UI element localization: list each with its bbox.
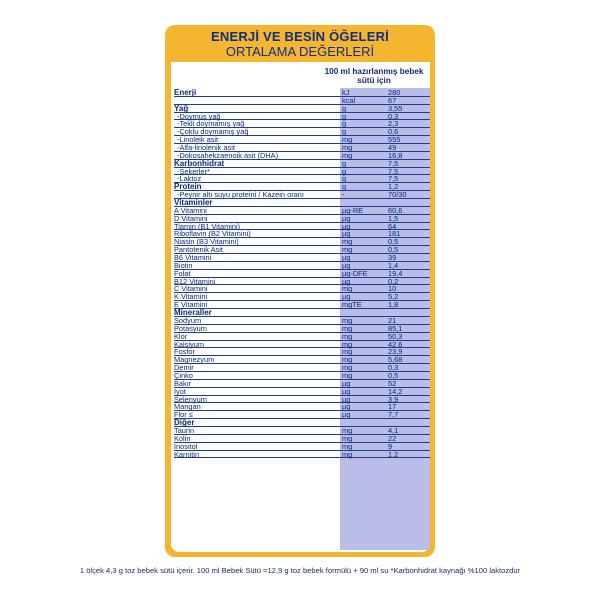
nutrient-label: -Tekli doymamış yağ bbox=[177, 119, 245, 129]
nutrient-label: Taurin bbox=[174, 425, 195, 435]
nutrition-rows bbox=[174, 89, 430, 458]
nutrient-value: 49 bbox=[388, 143, 397, 153]
nutrient-unit: µg bbox=[342, 276, 351, 286]
nutrient-value: 52 bbox=[388, 378, 397, 388]
nutrient-value: 19,4 bbox=[388, 268, 403, 278]
nutrient-label: -Alfa-linolenik asit bbox=[177, 143, 235, 153]
nutrient-label: Kalsiyum bbox=[174, 339, 204, 349]
nutrient-unit: g bbox=[342, 119, 347, 129]
nutrient-value: 85,1 bbox=[388, 323, 403, 333]
nutrient-unit: g bbox=[342, 103, 347, 113]
nutrient-value: 23,9 bbox=[388, 347, 403, 357]
nutrient-unit: µg bbox=[342, 378, 351, 388]
nutrient-label: Riboflavin (B2 Vitamini) bbox=[174, 229, 251, 239]
nutrient-label: B12 Vitamini bbox=[174, 276, 216, 286]
nutrient-unit: mg bbox=[342, 323, 353, 333]
table-subtitle: ORTALAMA DEĞERLERİ bbox=[225, 44, 375, 59]
nutrient-unit: mg bbox=[342, 449, 353, 459]
nutrient-value: 39 bbox=[388, 253, 397, 263]
nutrient-label: Karnitin bbox=[174, 449, 200, 459]
nutrient-value: 14,2 bbox=[388, 386, 403, 396]
nutrient-value: 1,5 bbox=[388, 213, 399, 223]
nutrient-label: Pantotenik Asit bbox=[174, 245, 223, 255]
nutrient-unit: g bbox=[342, 111, 347, 121]
nutrient-unit: µg bbox=[342, 386, 351, 396]
nutrient-value: 9 bbox=[388, 441, 393, 451]
nutrient-value: 555 bbox=[388, 135, 401, 145]
nutrient-label: A Vitamini bbox=[174, 205, 207, 215]
nutrient-unit: mg bbox=[342, 245, 353, 255]
nutrient-label: Diğer bbox=[174, 418, 195, 428]
nutrient-unit: mg bbox=[342, 433, 353, 443]
nutrient-unit: g bbox=[342, 166, 347, 176]
nutrient-label: B6 Vitamini bbox=[174, 253, 212, 263]
table-row bbox=[174, 411, 430, 419]
nutrient-label: D Vitamini bbox=[174, 213, 208, 223]
nutrient-unit: mg bbox=[342, 339, 353, 349]
nutrient-label: Yağ bbox=[174, 103, 189, 113]
nutrient-value: 1,2 bbox=[388, 449, 399, 459]
nutrient-label: Kolin bbox=[174, 433, 191, 443]
nutrient-label: Flor ≤ bbox=[174, 410, 193, 420]
nutrient-unit: mg bbox=[342, 347, 353, 357]
nutrient-unit: µg bbox=[342, 253, 351, 263]
nutrient-unit: mg bbox=[342, 315, 353, 325]
nutrient-value: 42,6 bbox=[388, 339, 403, 349]
nutrient-label: Biotin bbox=[174, 260, 193, 270]
nutrient-label: Mangan bbox=[174, 402, 201, 412]
nutrient-unit: mg bbox=[342, 331, 353, 341]
nutrient-value: 7,5 bbox=[388, 174, 399, 184]
nutrient-value: 2,3 bbox=[388, 119, 399, 129]
nutrient-label: Protein bbox=[174, 182, 202, 192]
nutrient-label: Selenyum bbox=[174, 394, 207, 404]
nutrient-label: Niasin (B3 Vitamini) bbox=[174, 237, 239, 247]
column-header: 100 ml hazırlanmış bebek sütü için bbox=[324, 67, 424, 85]
nutrient-value: 3,55 bbox=[388, 103, 403, 113]
nutrient-label: Fosfor bbox=[174, 347, 195, 357]
nutrient-label: Bakır bbox=[174, 378, 192, 388]
nutrient-value: 181 bbox=[388, 229, 401, 239]
nutrient-value: 0,6 bbox=[388, 127, 399, 137]
nutrient-unit: mg bbox=[342, 150, 353, 160]
nutrient-label: Klor bbox=[174, 331, 188, 341]
nutrient-label: -Laktoz bbox=[177, 174, 202, 184]
nutrient-label: İnositol bbox=[174, 441, 198, 451]
nutrient-unit: µg bbox=[342, 410, 351, 420]
nutrient-value: 1,8 bbox=[388, 300, 399, 310]
nutrient-label: K Vitamini bbox=[174, 292, 208, 302]
nutrient-value: 4,1 bbox=[388, 425, 399, 435]
nutrient-value: 0,5 bbox=[388, 370, 399, 380]
nutrient-unit: µg bbox=[342, 221, 351, 231]
nutrient-unit: mg bbox=[342, 143, 353, 153]
nutrient-unit: µg bbox=[342, 394, 351, 404]
nutrient-unit: mg bbox=[342, 284, 353, 294]
nutrient-unit: - bbox=[342, 190, 345, 200]
nutrient-value: 1,4 bbox=[388, 260, 399, 270]
nutrient-value: 280 bbox=[388, 88, 401, 97]
nutrient-unit: µg bbox=[342, 260, 351, 270]
nutrient-label: -Doymuş yağ bbox=[177, 111, 221, 121]
nutrient-label: Tiamin (B1 Vitamini) bbox=[174, 221, 241, 231]
nutrient-unit: mg bbox=[342, 370, 353, 380]
nutrient-label: Vitaminler bbox=[174, 198, 213, 208]
nutrient-label: Çinko bbox=[174, 370, 193, 380]
nutrient-unit: µg-RE bbox=[342, 205, 364, 215]
nutrient-label: -Çoklu doymamış yağ bbox=[177, 127, 249, 137]
nutrient-label: -Peynir altı suyu proteini / Kazein oranı bbox=[177, 190, 304, 200]
nutrient-value: 7,7 bbox=[388, 410, 399, 420]
nutrient-unit: g bbox=[342, 174, 347, 184]
nutrient-value: 22 bbox=[388, 433, 397, 443]
nutrient-value: 17 bbox=[388, 402, 397, 412]
nutrient-value: 0,3 bbox=[388, 363, 399, 373]
nutrient-value: 1,2 bbox=[388, 182, 399, 192]
nutrient-label: C Vitamini bbox=[174, 284, 208, 294]
nutrient-value: 0,5 bbox=[388, 237, 399, 247]
nutrient-value: 0,5 bbox=[388, 245, 399, 255]
nutrient-unit: µg bbox=[342, 402, 351, 412]
nutrient-unit: mg bbox=[342, 425, 353, 435]
nutrient-unit: kcal bbox=[342, 95, 356, 105]
table-row bbox=[174, 451, 430, 459]
nutrient-unit: µg bbox=[342, 213, 351, 223]
nutrient-unit: mg bbox=[342, 363, 353, 373]
nutrient-unit: mg bbox=[342, 135, 353, 145]
nutrient-value: 5,2 bbox=[388, 292, 399, 302]
nutrient-value: 50,3 bbox=[388, 331, 403, 341]
table-row bbox=[174, 301, 430, 309]
nutrient-value: 16,8 bbox=[388, 150, 403, 160]
footnote: 1 ölçek 4,3 g toz bebek sütü içerir. 100 ml Bebek Sütü =12,9 g toz bebek formülü + 90 ml su *Karbonhidrat kaynağı %100 laktozdur bbox=[79, 566, 521, 575]
nutrient-unit: mg bbox=[342, 237, 353, 247]
nutrient-label: Folat bbox=[174, 268, 191, 278]
nutrient-label: Mineraller bbox=[174, 308, 212, 318]
nutrient-label: -Linoleik asit bbox=[177, 135, 219, 145]
nutrient-label: Demir bbox=[174, 363, 194, 373]
nutrient-unit: µg bbox=[342, 229, 351, 239]
nutrient-unit: g bbox=[342, 182, 347, 192]
nutrient-unit: mg bbox=[342, 441, 353, 451]
nutrient-value: 0,3 bbox=[388, 111, 399, 121]
nutrient-label: Karbonhidrat bbox=[174, 158, 225, 168]
nutrient-value: 5,68 bbox=[388, 355, 403, 365]
nutrient-value: 7,5 bbox=[388, 166, 399, 176]
nutrient-label: -Şekerler* bbox=[177, 166, 210, 176]
nutrient-unit: µg bbox=[342, 292, 351, 302]
nutrient-value: 0,2 bbox=[388, 276, 399, 286]
nutrient-label: Enerji bbox=[174, 88, 197, 97]
nutrient-value: 7,5 bbox=[388, 158, 399, 168]
nutrient-value: 60,6 bbox=[388, 205, 403, 215]
nutrient-label: E Vitamini bbox=[174, 300, 208, 310]
nutrient-unit: mg bbox=[342, 355, 353, 365]
nutrient-unit: g bbox=[342, 158, 347, 168]
nutrient-unit: mgTE bbox=[342, 300, 362, 310]
nutrient-value: 10 bbox=[388, 284, 397, 294]
nutrient-label: -Dokosahekzaenoik asit (DHA) bbox=[177, 150, 279, 160]
nutrient-unit: g bbox=[342, 127, 347, 137]
nutrient-label: Sodyum bbox=[174, 315, 202, 325]
nutrient-label: Magnezyum bbox=[174, 355, 215, 365]
nutrient-value: 64 bbox=[388, 221, 397, 231]
nutrient-label: İyot bbox=[174, 386, 186, 396]
nutrient-value: 70/30 bbox=[388, 190, 407, 200]
nutrient-label: Potasyum bbox=[174, 323, 207, 333]
nutrient-value: 3,9 bbox=[388, 394, 399, 404]
nutrient-unit: µg-DFE bbox=[342, 268, 368, 278]
nutrient-unit: kJ bbox=[342, 88, 350, 97]
nutrient-value: 21 bbox=[388, 315, 397, 325]
table-title: ENERJİ VE BESİN ÖĞELERİ bbox=[211, 29, 389, 44]
nutrient-value: 67 bbox=[388, 95, 397, 105]
